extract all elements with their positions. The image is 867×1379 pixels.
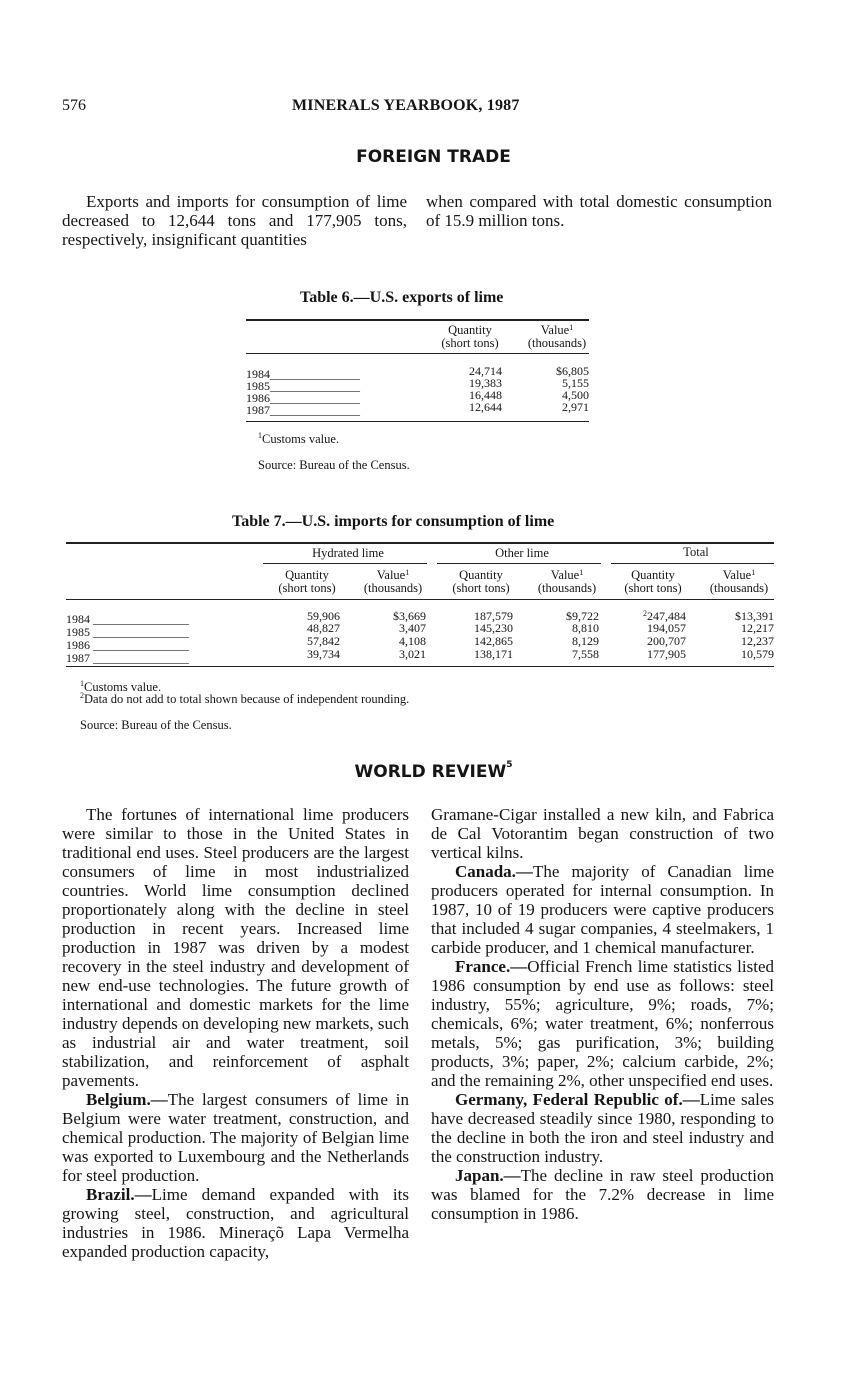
- table7-footnote: $^2$Data do not add to total shown because of independent rounding.: [80, 691, 410, 706]
- world-review-left-column: [62, 805, 409, 1261]
- paragraph-japan: Japan.—The decline in raw steel production was blamed for the 7.2% decrease in lime consumption in 1986.: [431, 1166, 774, 1223]
- table6-title: Table 6.—U.S. exports of lime: [300, 289, 504, 306]
- page-number: 576: [62, 97, 86, 114]
- table-cell: 19,383: [469, 376, 502, 390]
- table-cell: 177,905: [647, 647, 686, 661]
- table7-subheader: Quantity (short tons): [278, 568, 336, 595]
- table7-source: Source: Bureau of the Census.: [80, 718, 232, 732]
- table-row: 1986 ________________: [66, 638, 189, 652]
- table-row: 1987 ________________: [66, 651, 189, 665]
- table-cell: 194,057: [647, 621, 686, 635]
- table7-footnote: $^1$Customs value.: [80, 679, 162, 694]
- table-cell: $6,805: [556, 364, 589, 378]
- table-cell: 24,714: [469, 364, 502, 378]
- section-heading-foreign-trade: FOREIGN TRADE: [356, 147, 511, 167]
- table-cell: 145,230: [474, 621, 513, 635]
- table-cell: 12,217: [741, 621, 774, 635]
- paragraph-belgium: Belgium.—The largest consumers of lime in Belgium were water treatment, construction, and chemical production. The majority of Belgian lime was exported to Luxembourg and the Netherlands for steel production.: [62, 1090, 409, 1185]
- table7-group-hydrated: Hydrated lime: [312, 546, 384, 560]
- table-cell: 10,579: [741, 647, 774, 661]
- table-row: 1984 ________________: [66, 612, 189, 626]
- table-cell: 187,579: [474, 609, 513, 623]
- paragraph-brazil: Brazil.—Lime demand expanded with its growing steel, construction, and agricultural industries in 1986. Mineraçõ Lapa Vermelha expanded production capacity,: [62, 1185, 409, 1261]
- paragraph-germany: Germany, Federal Republic of.—Lime sales have decreased steadily since 1980, responding to the decline in both the iron and steel industry and the construction industry.: [431, 1090, 775, 1166]
- paragraph: The fortunes of international lime producers were similar to those in the United States in traditional end uses. Steel producers are the largest consumers of lime in most industrialized countries. World lime consumption declined proportionately along with the decline in steel production in recent years. Increased lime production in 1987 was driven by a modest recovery in the steel industry and development of new end-use technologies. The future growth of international and domestic markets for the lime industry depends on developing new markets, such as industrial air and water treatment, soil stabilization, and reinforcement of asphalt pavements.: [62, 805, 410, 1090]
- table7-subheader: Quantity (short tons): [624, 568, 682, 595]
- table-cell: 8,810: [572, 621, 599, 635]
- table7-subheader: Value$^1$ (thousands): [709, 568, 769, 595]
- table-cell: 39,734: [307, 647, 340, 661]
- table-row: 1987_______________: [246, 403, 360, 417]
- table-row: 1984_______________: [246, 367, 360, 381]
- table-cell: 2,971: [562, 400, 589, 414]
- table-cell: 8,129: [572, 634, 599, 648]
- table-cell: 3,021: [399, 647, 426, 661]
- paragraph: Exports and imports for consumption of lime decreased to 12,644 tons and 177,905 tons, respectively, insignificant quantities: [62, 192, 407, 249]
- world-review-right-column: [431, 805, 774, 1223]
- table-cell: $9,722: [566, 609, 599, 623]
- table-cell: 142,865: [474, 634, 513, 648]
- table-cell: 12,644: [469, 400, 502, 414]
- table-cell: 59,906: [307, 609, 340, 623]
- paragraph-canada: Canada.—The majority of Canadian lime producers operated for internal consumption. In 1987, 10 of 19 producers were captive producers that included 4 sugar companies, 4 steelmakers, 1 carbide producer, and 1 chemical manufacturer.: [431, 862, 774, 957]
- table-cell: 200,707: [647, 634, 686, 648]
- table7-group-other: Other lime: [495, 546, 549, 560]
- table6-footnote: $^1$Customs value.: [258, 431, 340, 446]
- table-cell: 16,448: [469, 388, 502, 402]
- table6-source: Source: Bureau of the Census.: [258, 458, 410, 472]
- table-cell: 48,827: [307, 621, 340, 635]
- paragraph-france: France.—Official French lime statistics listed 1986 consumption by end use as follows: steel industry, 55%; agriculture, 9%; roads, 7%; chemicals, 6%; water treatment, 6%; nonferrous metals, 5%; gas purification, 3%; building products, 3%; paper, 2%; calcium carbide, 2%; and the remaining 2%, other unspecified end uses.: [431, 957, 774, 1090]
- table7-title: Table 7.—U.S. imports for consumption of lime: [232, 513, 555, 530]
- table-row: 1985 ________________: [66, 625, 189, 639]
- paragraph: when compared with total domestic consumption of 15.9 million tons.: [426, 192, 772, 230]
- table7-subheader: Value$^1$ (thousands): [363, 568, 423, 595]
- table-cell: 4,108: [399, 634, 426, 648]
- table-cell: 57,842: [307, 634, 340, 648]
- running-title: MINERALS YEARBOOK, 1987: [292, 97, 520, 114]
- table6-col-quantity-header: Quantity (short tons): [441, 323, 499, 350]
- table-cell: 7,558: [572, 647, 599, 661]
- table-cell: $13,391: [735, 609, 774, 623]
- table-cell: 138,171: [474, 647, 513, 661]
- table7-subheader: Quantity (short tons): [452, 568, 510, 595]
- table-cell: 4,500: [562, 388, 589, 402]
- table-cell: 12,237: [741, 634, 774, 648]
- table7-group-total: Total: [683, 545, 709, 559]
- table-cell: 5,155: [562, 376, 589, 390]
- table-cell: $3,669: [393, 609, 426, 623]
- table-cell: $^2$247,484: [643, 609, 686, 623]
- section-heading-world-review: WORLD REVIEW$^5$: [354, 760, 513, 782]
- table-cell: 3,407: [399, 621, 426, 635]
- table6-col-value-header: Value$^1$ (thousands): [527, 323, 587, 350]
- table7-subheader: Value$^1$ (thousands): [537, 568, 597, 595]
- table-row: 1986_______________: [246, 391, 360, 405]
- paragraph: Gramane-Cigar installed a new kiln, and Fabrica de Cal Votorantim began construction of two vertical kilns.: [431, 805, 774, 862]
- table-row: 1985_______________: [246, 379, 360, 393]
